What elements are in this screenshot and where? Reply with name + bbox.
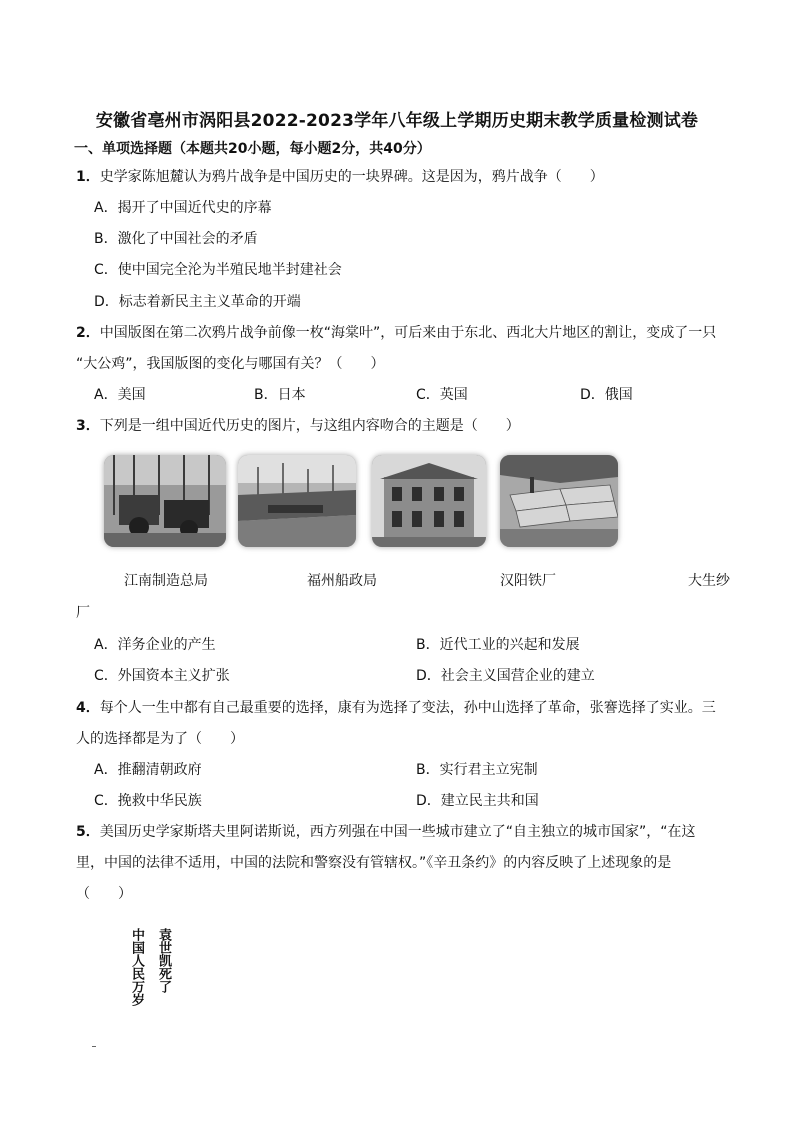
q3-option-c: C．外国资本主义扩张 xyxy=(94,668,230,684)
question-5-continued: 里，中国的法律不适用，中国的法院和警察没有管辖权。”《辛丑条约》的内容反映了上述现象的是 xyxy=(76,855,672,871)
q2-option-c: C．英国 xyxy=(416,387,468,403)
page-title: 安徽省亳州市涡阳县2022-2023学年八年级上学期历史期末教学质量检测试卷 xyxy=(95,111,699,131)
building-image xyxy=(372,455,486,547)
q2-option-a: A．美国 xyxy=(94,387,146,403)
caption-4: 大生纱 xyxy=(688,573,730,589)
q4-option-c: C．挽救中华民族 xyxy=(94,793,202,809)
shipyard-image xyxy=(238,455,356,547)
question-number: 1． xyxy=(76,169,100,185)
caption-2: 福州船政局 xyxy=(307,573,377,589)
caption-1: 江南制造总局 xyxy=(124,573,208,589)
caption-3: 汉阳铁厂 xyxy=(500,573,556,589)
question-number: 5． xyxy=(76,824,100,840)
question-number: 4． xyxy=(76,700,100,716)
question-number: 3． xyxy=(76,418,100,434)
photo-fuzhou-shipyard xyxy=(238,455,356,547)
stray-mark xyxy=(92,1046,96,1047)
question-2 xyxy=(76,322,716,342)
question-number: 2． xyxy=(76,325,100,341)
q2-option-b: B．日本 xyxy=(254,387,306,403)
question-text: 美国历史学家斯塔夫里阿诺斯说，西方列强在中国一些城市建立了“自主独立的城市国家”，“在这 xyxy=(99,824,696,840)
q1-option-b: B．激化了中国社会的矛盾 xyxy=(94,231,258,247)
question-3 xyxy=(76,415,520,435)
q4-option-b: B．实行君主立宪制 xyxy=(416,762,538,778)
photo-dasheng-mill xyxy=(500,455,618,547)
mill-aerial-image xyxy=(500,455,618,547)
vertical-slogan-right: 袁世凯死了 xyxy=(156,928,171,993)
q1-option-c: C．使中国完全沦为半殖民地半封建社会 xyxy=(94,262,342,278)
caption-4-tail: 厂 xyxy=(76,605,90,621)
photo-jiangnan-arsenal xyxy=(104,455,226,547)
question-text: 史学家陈旭麓认为鸦片战争是中国历史的一块界碑。这是因为，鸦片战争（ ） xyxy=(99,169,604,185)
q3-option-b: B．近代工业的兴起和发展 xyxy=(416,637,580,653)
q3-option-a: A．洋务企业的产生 xyxy=(94,637,216,653)
question-5-blank: （ ） xyxy=(76,886,132,902)
question-1 xyxy=(76,166,604,186)
photo-hanyang-ironworks xyxy=(372,455,486,547)
q2-option-d: D．俄国 xyxy=(580,387,633,403)
question-text: 中国版图在第二次鸦片战争前像一枚“海棠叶”，可后来由于东北、西北大片地区的割让，变成了一只 xyxy=(99,325,717,341)
q3-option-d: D．社会主义国营企业的建立 xyxy=(416,668,595,684)
question-2-continued: “大公鸡”，我国版图的变化与哪国有关？（ ） xyxy=(76,356,385,372)
q4-option-d: D．建立民主共和国 xyxy=(416,793,539,809)
q1-option-d: D．标志着新民主主义革命的开端 xyxy=(94,294,301,310)
question-5 xyxy=(76,821,696,841)
section-heading: 一、单项选择题（本题共20小题，每小题2分，共40分） xyxy=(74,141,431,157)
q1-option-a: A．揭开了中国近代史的序幕 xyxy=(94,200,272,216)
question-4-continued: 人的选择都是为了（ ） xyxy=(76,731,244,747)
question-text: 下列是一组中国近代历史的图片，与这组内容吻合的主题是（ ） xyxy=(99,418,520,434)
question-4 xyxy=(76,697,716,717)
factory-interior-image xyxy=(104,455,226,547)
vertical-slogan-left: 中国人民万岁 xyxy=(129,928,144,1006)
q4-option-a: A．推翻清朝政府 xyxy=(94,762,202,778)
question-text: 每个人一生中都有自己最重要的选择，康有为选择了变法，孙中山选择了革命，张謇选择了实业。三 xyxy=(99,700,716,716)
